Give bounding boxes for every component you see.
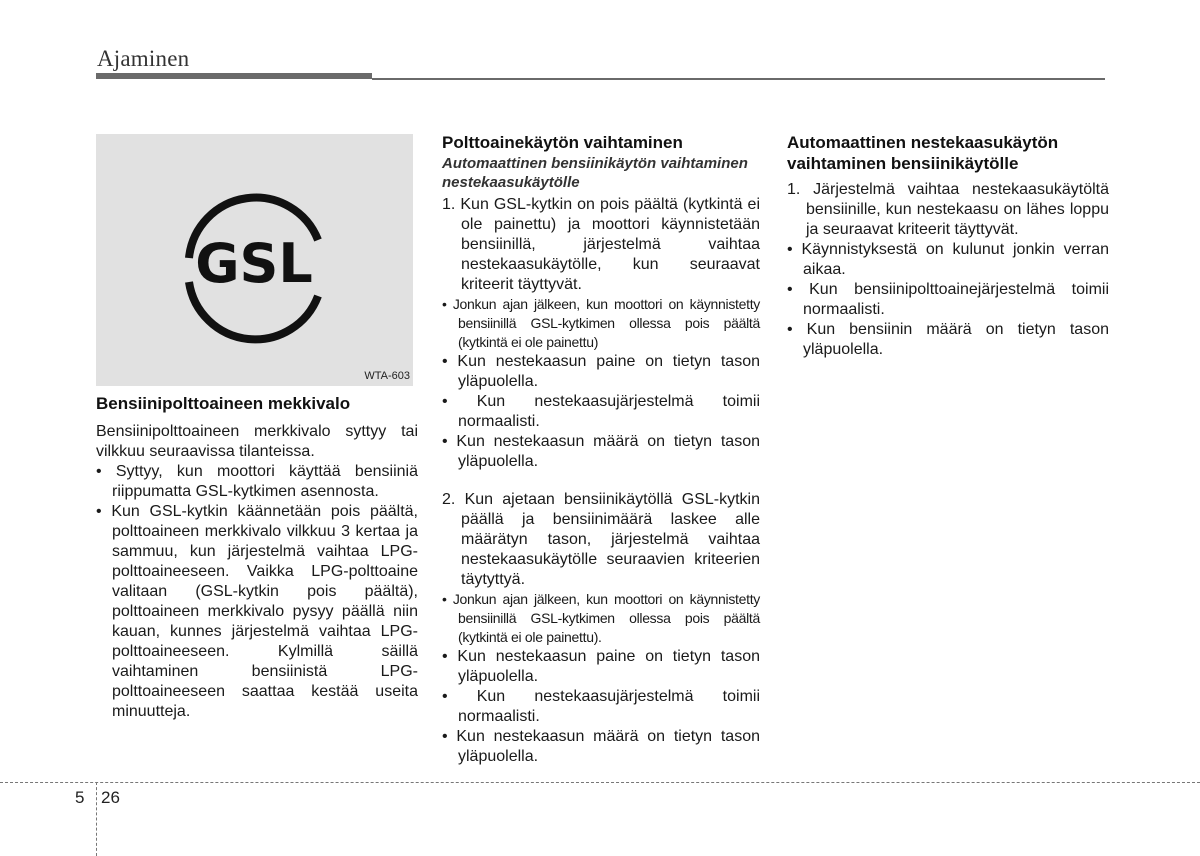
section-heading: Automaattinen nestekaasukäytön vaihtaminen bensiinikäytölle: [787, 133, 1059, 173]
footer-vertical-divider: [96, 782, 97, 856]
numbered-item: 2. Kun ajetaan bensiinikäytöllä GSL-kytkin päällä ja bensiinimäärä laskee alle määrätyn tason, järjestelmä vaihtaa nestekaasukäytölle seuraavien kriteerien täytyttyä.: [442, 491, 760, 588]
numbered-item: 1. Kun GSL-kytkin on pois päältä (kytkintä ei ole painettu) ja moottori käynnistetään bensiinillä, järjestelmä vaihtaa nestekaasukäytölle, kun seuraavat kriteerit täyttyvät.: [442, 196, 760, 293]
column-3: [787, 132, 1109, 360]
gsl-symbol-text: GSL: [195, 232, 313, 295]
page-number: 26: [101, 788, 120, 807]
header-rule-thick: [96, 73, 372, 79]
list-item: • Kun bensiinipolttoainejärjestelmä toimii normaalisti.: [787, 281, 1109, 318]
numbered-item: 1. Järjestelmä vaihtaa nestekaasukäytöltä bensiinille, kun nestekaasu on lähes loppu ja seuraavat kriteerit täyttyvät.: [787, 181, 1109, 238]
intro-paragraph: Bensiinipolttoaineen merkkivalo syttyy tai vilkkuu seuraavissa tilanteissa.: [96, 423, 418, 460]
column-1: [96, 393, 418, 722]
chapter-number: 5: [75, 788, 85, 807]
list-item: • Jonkun ajan jälkeen, kun moottori on käynnistetty bensiinillä GSL-kytkimen ollessa pois päältä (kytkintä ei ole painettu).: [442, 591, 760, 645]
footer-divider: [0, 782, 1200, 783]
list-item: • Kun nestekaasun määrä on tietyn tason yläpuolella.: [442, 728, 760, 765]
section-heading: Bensiinipolttoaineen mekkivalo: [96, 394, 351, 413]
list-item: • Kun nestekaasujärjestelmä toimii normaalisti.: [442, 688, 760, 725]
list-item: • Syttyy, kun moottori käyttää bensiiniä riippumatta GSL-kytkimen asennosta.: [96, 463, 418, 500]
column-2: [442, 132, 760, 767]
gsl-indicator-figure: [96, 134, 413, 386]
section-subheading: Automaattinen bensiinikäytön vaihtaminen nestekaasukäytölle: [442, 155, 748, 191]
list-item: • Kun nestekaasun paine on tietyn tason yläpuolella.: [442, 353, 760, 390]
figure-code: WTA-603: [364, 370, 410, 382]
page-header-title: Ajaminen: [97, 46, 190, 71]
gsl-indicator-icon: [96, 134, 413, 386]
list-item: • Kun nestekaasun paine on tietyn tason yläpuolella.: [442, 648, 760, 685]
list-item: • Kun bensiinin määrä on tietyn tason yläpuolella.: [787, 321, 1109, 358]
header-rule-thin: [372, 78, 1105, 80]
section-heading: Polttoainekäytön vaihtaminen: [442, 133, 683, 152]
list-item: • Kun GSL-kytkin käännetään pois päältä, polttoaineen merkkivalo vilkkuu 3 kertaa ja sammuu, kun järjestelmä vaihtaa LPG-polttoaineeseen. Vaikka LPG-polttoaine valitaan (GSL-kytkin pois päältä), polttoaineen merkkivalo pysyy päällä niin kauan, kunnes järjestelmä vaihtaa LPG-polttoaineeseen. Kylmillä säillä vaihtaminen bensiinistä LPG-polttoaineeseen saattaa kestää useita minuutteja.: [96, 503, 418, 720]
list-item: • Kun nestekaasujärjestelmä toimii normaalisti.: [442, 393, 760, 430]
list-item: • Jonkun ajan jälkeen, kun moottori on käynnistetty bensiinillä GSL-kytkimen ollessa pois päältä (kytkintä ei ole painettu): [442, 296, 760, 350]
list-item: • Kun nestekaasun määrä on tietyn tason yläpuolella.: [442, 433, 760, 470]
list-item: • Käynnistyksestä on kulunut jonkin verran aikaa.: [787, 241, 1109, 278]
